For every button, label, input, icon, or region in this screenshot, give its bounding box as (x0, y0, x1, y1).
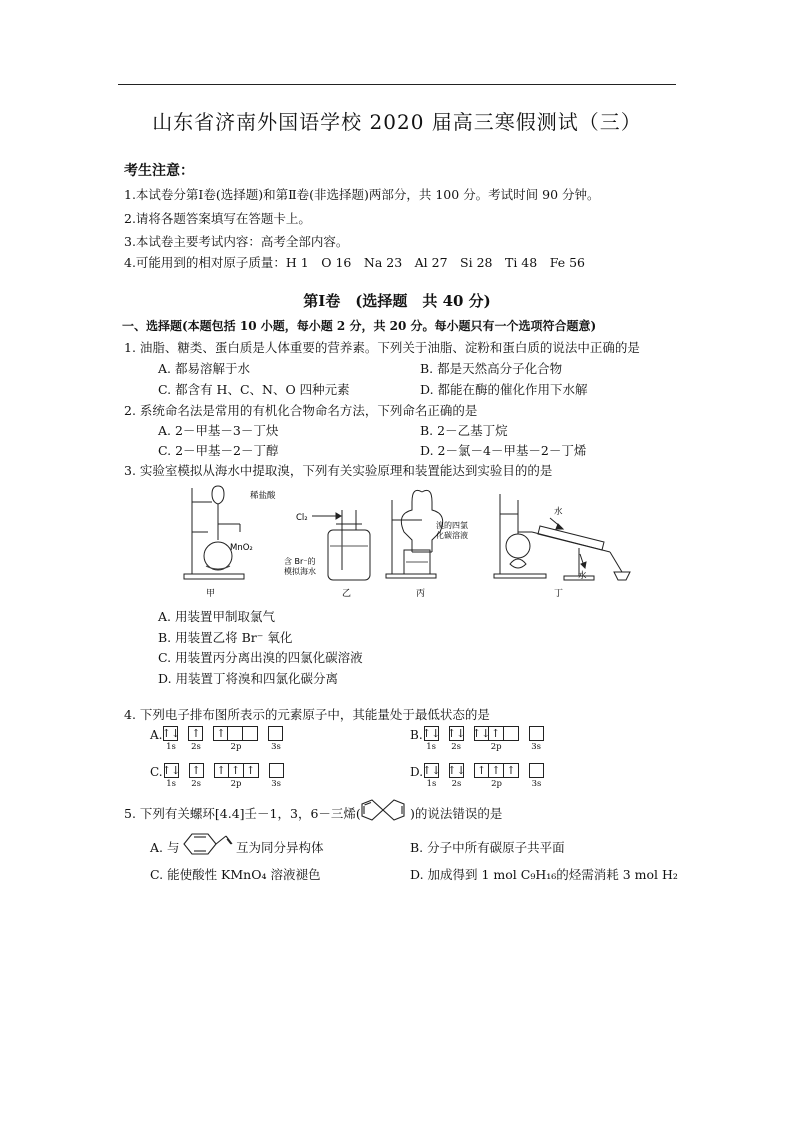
orbital-group (214, 763, 259, 789)
q4-option-d (410, 763, 554, 789)
orbital-group (213, 726, 258, 752)
orbital-option-label: B. (410, 728, 423, 742)
orbital-group (471, 726, 519, 752)
notice-item: 1.本试卷分第Ⅰ卷(选择题)和第Ⅱ卷(非选择题)两部分，共 100 分。考试时间 90 分钟。 (124, 187, 600, 202)
orbital-box (529, 726, 544, 741)
notice-item: 3.本试卷主要考试内容：高考全部内容。 (124, 234, 349, 249)
orbital-box: ↑↓ (161, 727, 181, 740)
orbital-option-label: C. (150, 765, 163, 779)
label-br-water-1: 含 Br⁻的 (284, 557, 316, 566)
orbital-group (161, 726, 181, 752)
q1-stem: 1. 油脂、糖类、蛋白质是人体重要的营养素。下列关于油脂、淀粉和蛋白质的说法中正确的是 (124, 340, 640, 355)
orbital-box: ↑ (489, 726, 504, 741)
label-mno2: MnO₂ (230, 543, 253, 553)
q2-option-c: C. 2－甲基－2－丁醇 (158, 443, 279, 458)
orbital-box (269, 763, 284, 778)
q5-stem-end: )的说法错误的是 (410, 806, 503, 821)
orbital-box (243, 726, 258, 741)
orbital-label: 2s (451, 779, 462, 789)
q4-stem: 4. 下列电子排布图所表示的元素原子中，其能量处于最低状态的是 (124, 707, 490, 722)
q3-option-b: B. 用装置乙将 Br⁻ 氧化 (158, 630, 293, 645)
apparatus-jia (184, 486, 244, 579)
label-water-out: 水 (578, 571, 587, 581)
orbital-option-label: D. (410, 765, 424, 779)
orbital-box: ↑ (213, 726, 228, 741)
label-ccl4-1: 溴的四氯 (436, 521, 468, 530)
q3-option-c: C. 用装置丙分离出溴的四氯化碳溶液 (158, 650, 363, 665)
orbital-label: 2p (491, 779, 502, 789)
orbital-label: 3s (531, 742, 542, 752)
q4-option-a (150, 726, 293, 752)
orbital-label: 3s (531, 779, 542, 789)
q3-option-a: A. 用装置甲制取氯气 (158, 609, 275, 624)
q3-apparatus-figure (170, 480, 650, 600)
orbital-box: ↑↓ (161, 764, 181, 777)
orbital-group (161, 763, 181, 789)
label-yi: 乙 (342, 589, 352, 599)
q5-stem-start: 5. 下列有关螺环[4.4]壬－1，3，6－三烯( (124, 806, 361, 821)
q1-option-d: D. 都能在酶的催化作用下水解 (420, 382, 588, 397)
label-ding: 丁 (554, 589, 564, 599)
orbital-label: 2s (191, 742, 201, 752)
q4-option-b (410, 726, 554, 752)
q4-option-c (150, 763, 294, 789)
orbital-box (504, 726, 519, 741)
orbital-box: ↑ (188, 726, 203, 741)
q5-option-a-suffix: 互为同分异构体 (236, 840, 324, 855)
q5-option-b: B. 分子中所有碳原子共平面 (410, 840, 565, 855)
section-title: 第Ⅰ卷 (选择题 共 40 分) (303, 292, 491, 310)
orbital-group (446, 726, 466, 752)
orbital-box: ↑↓ (447, 764, 466, 777)
orbital-group (188, 726, 203, 752)
orbital-label: 2p (490, 742, 502, 752)
orbital-box: ↑ (504, 763, 519, 778)
label-br-water-2: 模拟海水 (284, 567, 316, 576)
orbital-label: 1s (426, 742, 437, 752)
orbital-option-label: A. (150, 728, 163, 742)
orbital-box: ↑ (229, 763, 244, 778)
orbital-group (269, 763, 284, 789)
orbital-box: ↑↓ (446, 727, 466, 740)
orbital-box (529, 763, 544, 778)
orbital-group (424, 763, 439, 789)
orbital-box: ↑↓ (421, 727, 441, 740)
q5-option-c: C. 能使酸性 KMnO₄ 溶液褪色 (150, 867, 321, 882)
orbital-label: 1s (166, 779, 176, 789)
orbital-box: ↑ (189, 763, 204, 778)
orbital-group (474, 763, 519, 789)
page-title: 山东省济南外国语学校 2020 届高三寒假测试（三） (152, 110, 642, 134)
orbital-group (529, 726, 544, 752)
label-dilute-hcl: 稀盐酸 (250, 491, 276, 501)
orbital-group (421, 726, 441, 752)
orbital-label: 3s (271, 779, 281, 789)
orbital-box: ↑ (489, 763, 504, 778)
orbital-group (529, 763, 544, 789)
vinylcyclohexadiene-structure (180, 830, 236, 858)
orbital-box: ↑ (474, 763, 489, 778)
orbital-box: ↑ (244, 763, 259, 778)
q5-option-d: D. 加成得到 1 mol C₉H₁₆的烃需消耗 3 mol H₂ (410, 867, 678, 882)
q5-option-a-prefix: A. 与 (150, 840, 180, 855)
orbital-label: 2s (191, 779, 201, 789)
notice-heading: 考生注意： (124, 163, 194, 179)
orbital-box: ↑↓ (422, 764, 441, 777)
q2-option-d: D. 2－氯－4－甲基－2－丁烯 (420, 443, 587, 458)
label-cl2: Cl₂ (296, 513, 308, 523)
top-rule (118, 84, 676, 85)
q3-stem: 3. 实验室模拟从海水中提取溴，下列有关实验原理和装置能达到实验目的的是 (124, 463, 553, 478)
orbital-box: ↑↓ (471, 727, 491, 740)
notice-item: 2.请将各题答案填写在答题卡上。 (124, 211, 311, 226)
orbital-label: 1s (426, 779, 437, 789)
orbital-label: 1s (166, 742, 176, 752)
q1-option-a: A. 都易溶解于水 (158, 361, 250, 376)
label-water-in: 水 (554, 507, 563, 517)
orbital-box (268, 726, 283, 741)
label-bing: 丙 (416, 589, 426, 599)
q1-option-c: C. 都含有 H、C、N、O 四种元素 (158, 382, 350, 397)
q3-option-d: D. 用装置丁将溴和四氯化碳分离 (158, 671, 339, 686)
notice-item: 4.可能用到的相对原子质量：H 1 O 16 Na 23 Al 27 Si 28 Ti 48 Fe 56 (124, 255, 585, 270)
spiro-nonatriene-structure (358, 796, 408, 824)
orbital-group (189, 763, 204, 789)
label-jia: 甲 (206, 589, 216, 599)
q2-stem: 2. 系统命名法是常用的有机化合物命名方法，下列命名正确的是 (124, 403, 478, 418)
q2-option-b: B. 2－乙基丁烷 (420, 423, 508, 438)
q1-option-b: B. 都是天然高分子化合物 (420, 361, 563, 376)
orbital-group (449, 763, 464, 789)
orbital-label: 2s (451, 742, 462, 752)
orbital-label: 2p (230, 742, 242, 752)
section-instruction: 一、选择题(本题包括 10 小题，每小题 2 分，共 20 分。每小题只有一个选项符合题意) (122, 319, 597, 333)
orbital-box (228, 726, 243, 741)
q2-option-a: A. 2－甲基－3－丁炔 (158, 423, 279, 438)
orbital-group (268, 726, 283, 752)
orbital-label: 3s (271, 742, 281, 752)
apparatus-yi (312, 510, 370, 580)
orbital-box: ↑ (214, 763, 229, 778)
label-ccl4-2: 化碳溶液 (436, 531, 468, 540)
orbital-label: 2p (230, 779, 242, 789)
apparatus-bing (386, 490, 443, 578)
